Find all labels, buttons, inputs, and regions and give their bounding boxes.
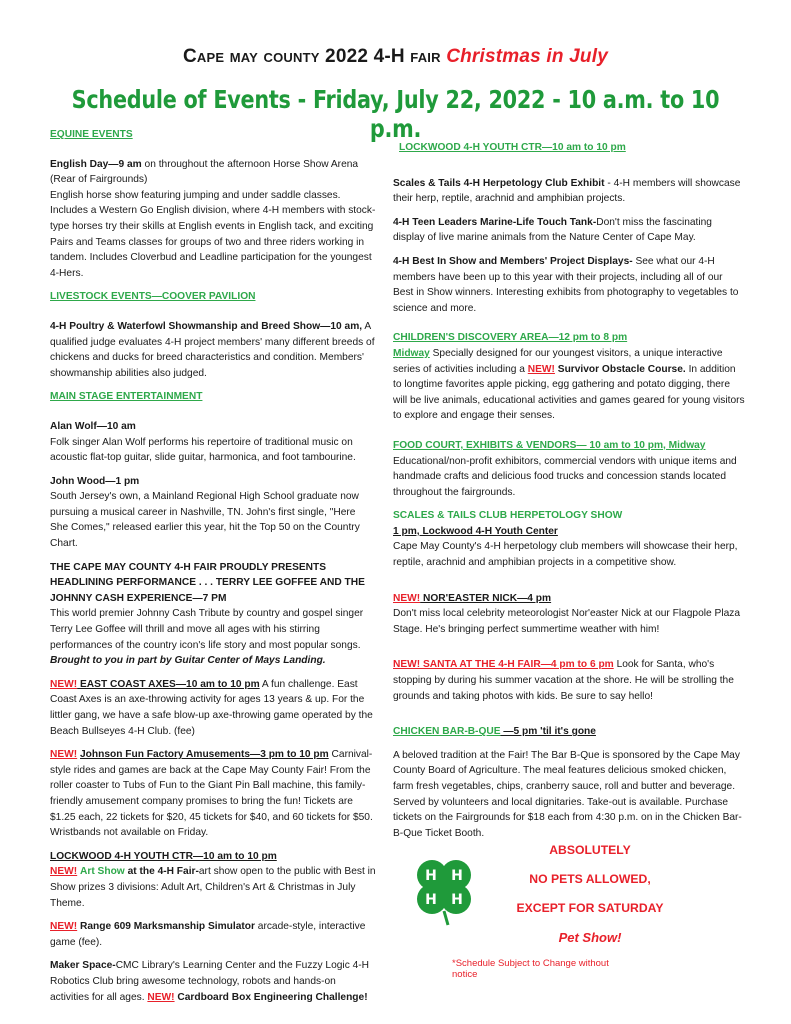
title-accent: Christmas in July <box>446 46 608 67</box>
noreaster-title: NEW! NOR'EASTER NICK—4 pm <box>393 592 552 604</box>
santa-event: NEW! SANTA AT THE 4-H FAIR—4 pm to 6 pm Look for Santa, who's stopping by during his summer vacation at the shore. He will be strolling the grounds and taking photos with kids. Be sure to say hello! <box>393 659 734 702</box>
wristbands-note: Wristbands not available on Friday. <box>50 827 209 839</box>
svg-text:H: H <box>425 868 437 884</box>
left-column <box>50 127 376 1005</box>
equine-heading: EQUINE EVENTS <box>50 129 133 140</box>
livestock-heading: LIVESTOCK EVENTS—COOVER PAVILION <box>50 291 256 303</box>
food-body: Educational/non-profit exhibitors, commercial vendors with unique items and handmade crafts and delicious food trucks and concession stands located throughout the fairgrounds. <box>393 455 737 498</box>
maker-space: Maker Space-CMC Library's Learning Center and the Fuzzy Logic 4-H Robotics Club bring awesome technology, robots and hands-on activities for all ages. NEW! Cardboard Box Engineering Challenge! <box>50 960 370 1003</box>
childrens-body: Midway Specially designed for our youngest visitors, a unique interactive series of activities including a NEW! Survivor Obstacle Course. In addition to longtime favorites apple picking, egg gathering and potato digging, there will be live animals, educational activities and games geared for young visitors to explore and engage their senses. <box>393 347 745 422</box>
range-simulator: NEW! Range 609 Marksmanship Simulator arcade-style, interactive game (fee). <box>50 921 366 948</box>
john-wood-title: John Wood—1 pm <box>50 475 140 487</box>
john-wood-body: South Jersey's own, a Mainland Regional High School graduate now pursuing a musical career in Nashville, TN. John's first single, "Here She Comes," released earlier this year, hit the Top 50 on the Country Chart. <box>50 491 360 550</box>
herp-show-body: Cape May County's 4-H herpetology club members will showcase their herp, reptile, arachnid and amphibian projects in a competitive show. <box>393 541 738 569</box>
main-stage-heading: MAIN STAGE ENTERTAINMENT <box>50 391 203 403</box>
english-day: English Day—9 am on throughout the afternoon Horse Show Arena <box>50 158 359 170</box>
page-subtitle: Schedule of Events - Friday, July 22, 2022 - 10 a.m. to 10 p.m. <box>71 85 720 143</box>
lockwood-heading-right: LOCKWOOD 4-H YOUTH CTR—10 am to 10 pm <box>399 142 626 153</box>
lockwood-heading-left: LOCKWOOD 4-H YOUTH CTR—10 am to 10 pm <box>50 850 277 862</box>
right-column <box>393 140 745 841</box>
no-pets-notice: ABSOLUTELY NO PETS ALLOWED, EXCEPT FOR SATURDAY Pet Show! <box>516 843 664 945</box>
headline-title: THE CAPE MAY COUNTY 4-H FAIR PROUDLY PRESENTS HEADLINING PERFORMANCE . . . TERRY LEE GOFFEE AND THE JOHNNY CASH EXPERIENCE—7 PM <box>50 561 365 604</box>
noreaster-body: Don't miss local celebrity meteorologist Nor'easter Nick at our Flagpole Plaza Stage. He's bringing perfect summertime weather with him! <box>393 608 741 635</box>
headline-body: This world premier Johnny Cash Tribute by country and gospel singer Terry Lee Goffee will thrill and move all ages with his stirring performances of the country icon's life story and most popular songs. Brought to you in part by Guitar Center of Mays Landing. <box>50 608 364 667</box>
svg-text:H: H <box>451 892 463 908</box>
poultry-show: 4-H Poultry & Waterfowl Showmanship and Breed Show—10 am, A qualified judge evaluates 4-H project members' many different breeds of chickens and ducks for breed characteristics and condition. Members' showmanship abilities also judged. <box>50 320 375 379</box>
touch-tank: 4-H Teen Leaders Marine-Life Touch Tank-Don't miss the fascinating display of live marine animals from the Nature Center of Cape May. <box>393 216 712 244</box>
herp-show-heading: SCALES & TAILS CLUB HERPETOLOGY SHOW <box>393 510 623 522</box>
title-main: Cape may county 2022 4-H fair <box>182 46 441 67</box>
best-in-show: 4-H Best In Show and Members' Project Displays- See what our 4-H members have been up to this year with their projects, including all of our Best in Show winners. Interesting exhibits from photography to vegetables to science and more. <box>393 255 739 314</box>
food-heading: FOOD COURT, EXHIBITS & VENDORS— 10 am to 10 pm, Midway <box>393 439 706 451</box>
schedule-note: *Schedule Subject to Change without notice <box>452 958 609 980</box>
chicken-heading: CHICKEN BAR-B-QUE —5 pm 'til it's gone <box>393 726 596 738</box>
art-show: NEW! Art Show at the 4-H Fair-art show open to the public with Best in Show prizes 3 divisions: Adult Art, Children's Art & Christmas in July Theme. <box>50 866 376 909</box>
page-title <box>0 46 791 68</box>
herp-show-time: 1 pm, Lockwood 4-H Youth Center <box>393 525 558 537</box>
alan-wolf-body: Folk singer Alan Wolf performs his repertoire of traditional music on acoustic flat-top guitar, slide guitar, harmonica, and foot tambourine. <box>50 436 356 464</box>
svg-text:H: H <box>425 892 437 908</box>
svg-text:H: H <box>451 868 463 884</box>
english-body: English horse show featuring jumping and under saddle classes. Includes a Western Go English division, where 4-H members with stock-type horses try their skills at English events in English tack, and exciting Pairs and Teams classes for groups of two and three riders working in tandem. Includes Cloverbud and Leadline participation for the youngest 4-Hers. <box>50 189 376 279</box>
chicken-body: A beloved tradition at the Fair! The Bar B-Que is sponsored by the Cape May County Board of Agriculture. The meal features delicious smoked chicken, farm fresh vegetables, chips, cranberry sauce, roll and butter and beverage. Served by volunteers and local dignitaries. Take-out is available. Purchase tickets on the Fairgrounds for $18 each from 4:30 p.m. on in the Chicken Bar-B-Que Ticket Booth. <box>393 749 742 839</box>
johnson-event: NEW! Johnson Fun Factory Amusements—3 pm to 10 pm Carnival-style rides and games are back at the Cape May County Fair! From the roller coaster to Tubs of Fun to the Giant Pin Ball machine, this family-friendly amusement company promises to bring the fun! Tickets are $1.25 each, 22 tickets for $20, 45 tickets for $40, and 60 tickets for $50. <box>50 749 373 823</box>
alan-wolf-title: Alan Wolf—10 am <box>50 420 136 432</box>
english-location: (Rear of Fairgrounds) <box>50 174 148 186</box>
4-h-clover-logo-icon <box>406 853 482 929</box>
scales-exhibit: Scales & Tails 4-H Herpetology Club Exhibit - 4-H members will showcase their herp, reptile, arachnid and amphibian projects. <box>393 177 741 205</box>
childrens-heading: CHILDREN'S DISCOVERY AREA—12 pm to 8 pm <box>393 332 628 344</box>
axes-event: NEW! EAST COAST AXES—10 am to 10 pm A fun challenge. East Coast Axes is an axe-throwing activity for ages 13 years & up. For the littler gang, we have a safe blow-up axe-throwing game operated by the Beach Bullseyes 4-H Club. (fee) <box>50 678 373 737</box>
